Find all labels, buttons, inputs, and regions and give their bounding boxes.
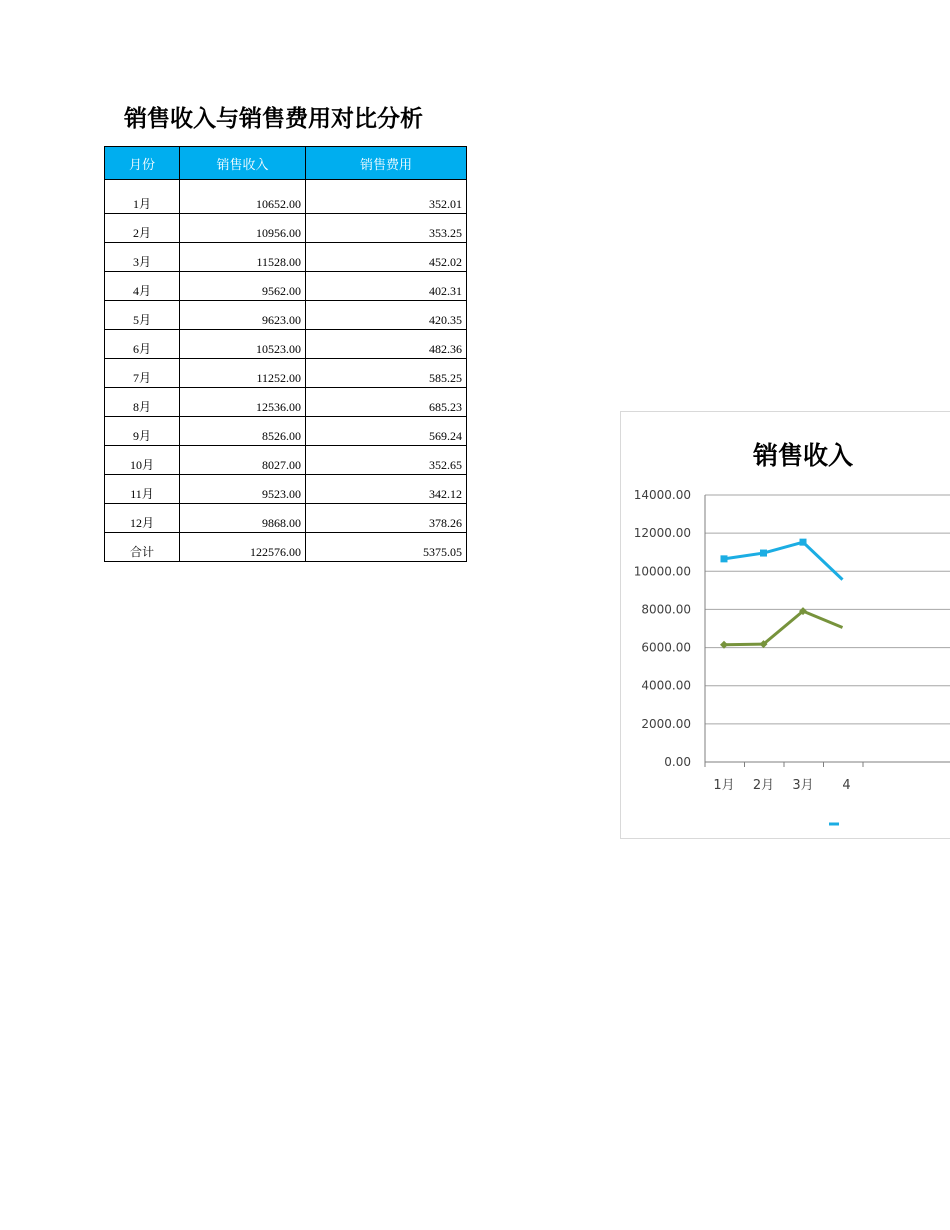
cell-expense[interactable]: 569.24 <box>306 417 467 446</box>
table-body <box>105 180 467 562</box>
cell-revenue[interactable]: 10956.00 <box>180 214 306 243</box>
line-chart[interactable] <box>620 411 950 839</box>
page-title: 销售收入与销售费用对比分析 <box>124 106 423 132</box>
table-row <box>105 243 467 272</box>
cell-revenue[interactable]: 9868.00 <box>180 504 306 533</box>
table-row <box>105 359 467 388</box>
sales-table <box>104 146 467 562</box>
cell-month[interactable]: 8月 <box>105 388 180 417</box>
table-row <box>105 272 467 301</box>
cell-expense[interactable]: 482.36 <box>306 330 467 359</box>
cell-month[interactable]: 12月 <box>105 504 180 533</box>
cell-revenue[interactable]: 10652.00 <box>180 180 306 214</box>
cell-expense[interactable]: 352.01 <box>306 180 467 214</box>
y-tick-label: 8000.00 <box>641 602 691 617</box>
cell-expense[interactable]: 342.12 <box>306 475 467 504</box>
cell-revenue[interactable]: 9623.00 <box>180 301 306 330</box>
table-total-row <box>105 533 467 562</box>
cell-expense[interactable]: 452.02 <box>306 243 467 272</box>
cell-month[interactable]: 7月 <box>105 359 180 388</box>
cell-month[interactable]: 11月 <box>105 475 180 504</box>
cell-expense[interactable]: 585.25 <box>306 359 467 388</box>
cell-revenue[interactable]: 11252.00 <box>180 359 306 388</box>
cell-month[interactable]: 合计 <box>105 533 180 562</box>
cell-expense[interactable]: 420.35 <box>306 301 467 330</box>
table-row <box>105 180 467 214</box>
cell-expense[interactable]: 685.23 <box>306 388 467 417</box>
y-tick-label: 0.00 <box>664 755 691 769</box>
cell-expense[interactable]: 352.65 <box>306 446 467 475</box>
table-header-row <box>105 147 467 180</box>
x-tick-label: 1月 <box>713 778 735 793</box>
series-marker <box>800 539 807 546</box>
x-tick-label: 4 <box>842 778 851 793</box>
table-row <box>105 417 467 446</box>
header-month[interactable]: 月份 <box>105 147 180 180</box>
y-tick-label: 2000.00 <box>641 716 691 731</box>
x-tick-label: 2月 <box>752 778 775 793</box>
cell-expense[interactable]: 5375.05 <box>306 533 467 562</box>
table-row <box>105 388 467 417</box>
cell-month[interactable]: 2月 <box>105 214 180 243</box>
cell-revenue[interactable]: 12536.00 <box>180 388 306 417</box>
series-marker <box>760 550 767 557</box>
table-row <box>105 446 467 475</box>
cell-revenue[interactable]: 9562.00 <box>180 272 306 301</box>
cell-month[interactable]: 5月 <box>105 301 180 330</box>
chart-svg <box>621 412 950 838</box>
cell-month[interactable]: 9月 <box>105 417 180 446</box>
table-row <box>105 504 467 533</box>
cell-revenue[interactable]: 11528.00 <box>180 243 306 272</box>
cell-expense[interactable]: 378.26 <box>306 504 467 533</box>
cell-revenue[interactable]: 122576.00 <box>180 533 306 562</box>
cell-revenue[interactable]: 8027.00 <box>180 446 306 475</box>
cell-month[interactable]: 4月 <box>105 272 180 301</box>
series-line <box>724 542 843 579</box>
table-row <box>105 301 467 330</box>
cell-month[interactable]: 1月 <box>105 180 180 214</box>
cell-revenue[interactable]: 9523.00 <box>180 475 306 504</box>
y-tick-label: 6000.00 <box>641 640 691 655</box>
x-tick-label: 3月 <box>792 778 814 793</box>
series-line <box>724 611 843 645</box>
y-tick-label: 4000.00 <box>641 678 691 693</box>
y-tick-label: 14000.00 <box>633 488 691 502</box>
cell-revenue[interactable]: 10523.00 <box>180 330 306 359</box>
series-marker <box>721 555 728 562</box>
cell-month[interactable]: 10月 <box>105 446 180 475</box>
table-row <box>105 214 467 243</box>
y-tick-label: 12000.00 <box>633 526 691 541</box>
table-row <box>105 475 467 504</box>
cell-expense[interactable]: 353.25 <box>306 214 467 243</box>
header-expense[interactable]: 销售费用 <box>306 147 467 180</box>
cell-month[interactable]: 6月 <box>105 330 180 359</box>
chart-title: 销售收入 <box>753 441 854 470</box>
table-row <box>105 330 467 359</box>
cell-expense[interactable]: 402.31 <box>306 272 467 301</box>
cell-month[interactable]: 3月 <box>105 243 180 272</box>
cell-revenue[interactable]: 8526.00 <box>180 417 306 446</box>
y-tick-label: 10000.00 <box>633 564 691 579</box>
header-revenue[interactable]: 销售收入 <box>180 147 306 180</box>
